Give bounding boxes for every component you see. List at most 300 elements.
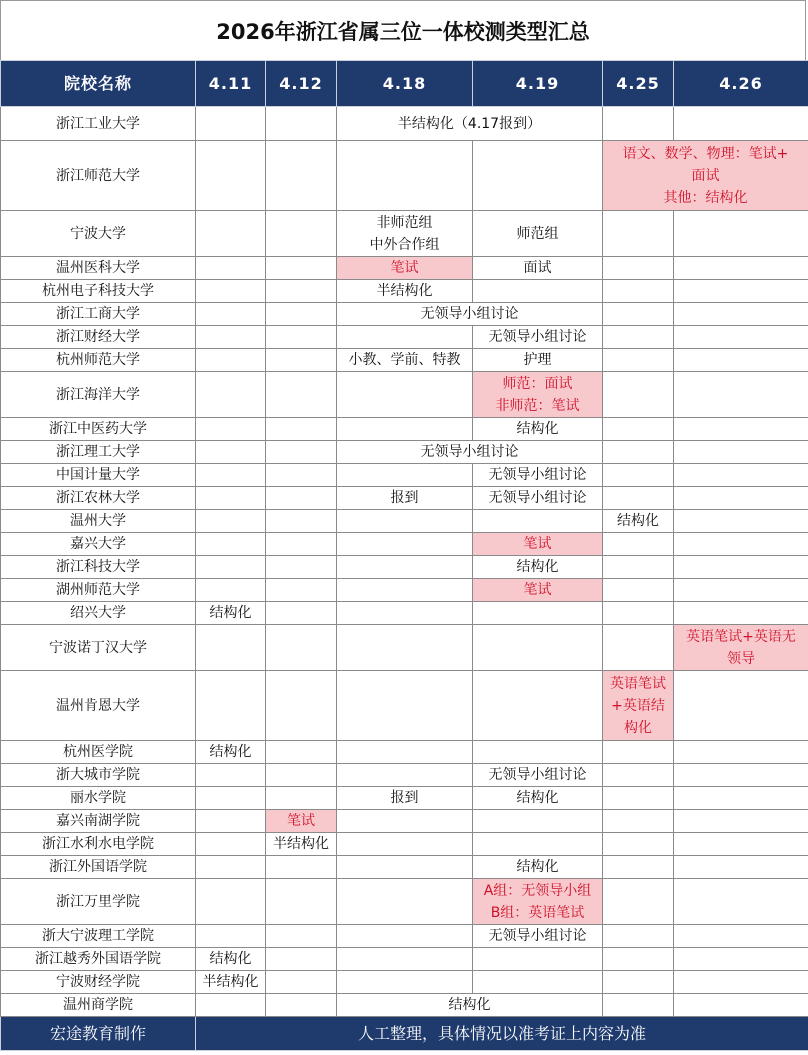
empty-cell [196, 833, 266, 856]
test-type-cell [196, 971, 266, 994]
empty-cell [337, 579, 473, 602]
school-name: 杭州电子科技大学 [1, 280, 196, 303]
empty-cell [337, 833, 473, 856]
empty-cell [337, 925, 473, 948]
empty-cell [674, 464, 808, 487]
school-name: 温州肯恩大学 [1, 671, 196, 741]
test-type-cell [473, 257, 603, 280]
test-type-text: 无领导小组讨论 [420, 306, 519, 322]
school-name: 浙江万里学院 [1, 879, 196, 925]
header-date: 4.26 [674, 61, 808, 107]
table-row [1, 464, 808, 487]
empty-cell [674, 879, 808, 925]
table-row [1, 579, 808, 602]
table-row [1, 948, 808, 971]
empty-cell [196, 280, 266, 303]
school-name: 浙江科技大学 [1, 556, 196, 579]
school-name: 宁波财经学院 [1, 971, 196, 994]
empty-cell [674, 487, 808, 510]
empty-cell [674, 349, 808, 372]
test-type-text: 报到 [390, 790, 419, 806]
test-type-text: 其他：结构化 [663, 189, 748, 206]
empty-cell [266, 764, 337, 787]
empty-cell [266, 533, 337, 556]
empty-cell [603, 326, 674, 349]
school-name: 嘉兴大学 [1, 533, 196, 556]
empty-cell [603, 971, 674, 994]
empty-cell [603, 211, 674, 257]
table-row [1, 764, 808, 787]
table-row [1, 787, 808, 810]
empty-cell [266, 741, 337, 764]
empty-cell [337, 764, 473, 787]
school-name: 湖州师范大学 [1, 579, 196, 602]
empty-cell [674, 787, 808, 810]
empty-cell [473, 280, 603, 303]
table-row [1, 280, 808, 303]
empty-cell [266, 948, 337, 971]
empty-cell [337, 510, 473, 533]
empty-cell [266, 579, 337, 602]
test-type-text: 半结构化 [202, 974, 259, 990]
school-name: 杭州师范大学 [1, 349, 196, 372]
school-name: 浙江农林大学 [1, 487, 196, 510]
test-type-text: 笔试 [390, 260, 419, 276]
school-name: 宁波大学 [1, 211, 196, 257]
empty-cell [603, 372, 674, 418]
table-row [1, 257, 808, 280]
test-type-cell [603, 510, 674, 533]
empty-cell [266, 787, 337, 810]
test-type-text: 结构化 [516, 859, 559, 875]
test-type-text: 无领导小组讨论 [488, 490, 587, 506]
empty-cell [196, 487, 266, 510]
empty-cell [266, 556, 337, 579]
test-type-cell [337, 441, 603, 464]
test-type-cell [337, 787, 473, 810]
empty-cell [266, 418, 337, 441]
footer-credit: 宏途教育制作 [1, 1017, 196, 1051]
empty-cell [266, 856, 337, 879]
school-name: 宁波诺丁汉大学 [1, 625, 196, 671]
empty-cell [266, 971, 337, 994]
empty-cell [473, 602, 603, 625]
test-type-text: A组：无领导小组 [483, 882, 592, 899]
header-date: 4.19 [473, 61, 603, 107]
empty-cell [196, 856, 266, 879]
empty-cell [266, 349, 337, 372]
empty-cell [674, 107, 808, 141]
test-type-text: 无领导小组讨论 [488, 467, 587, 483]
test-type-cell [473, 579, 603, 602]
empty-cell [196, 141, 266, 211]
empty-cell [603, 533, 674, 556]
empty-cell [603, 464, 674, 487]
school-name: 绍兴大学 [1, 602, 196, 625]
empty-cell [473, 671, 603, 741]
table-row [1, 994, 808, 1017]
test-type-text: 师范组 [516, 225, 559, 242]
page-title: 2026年浙江省属三位一体校测类型汇总 [0, 0, 806, 60]
empty-cell [603, 625, 674, 671]
empty-cell [266, 879, 337, 925]
school-name: 浙江理工大学 [1, 441, 196, 464]
test-type-cell [473, 764, 603, 787]
test-type-cell [473, 211, 603, 257]
empty-cell [337, 326, 473, 349]
empty-cell [266, 107, 337, 141]
footer-row [1, 1017, 808, 1051]
school-name: 温州医科大学 [1, 257, 196, 280]
table-row [1, 487, 808, 510]
empty-cell [674, 372, 808, 418]
school-name: 浙江海洋大学 [1, 372, 196, 418]
empty-cell [674, 326, 808, 349]
empty-cell [674, 579, 808, 602]
empty-cell [674, 810, 808, 833]
header-row [1, 61, 808, 107]
school-name: 浙大宁波理工学院 [1, 925, 196, 948]
test-type-cell [473, 556, 603, 579]
empty-cell [603, 107, 674, 141]
test-type-text: 结构化 [617, 513, 659, 529]
empty-cell [603, 441, 674, 464]
empty-cell [473, 810, 603, 833]
empty-cell [603, 741, 674, 764]
empty-cell [266, 925, 337, 948]
empty-cell [674, 510, 808, 533]
empty-cell [196, 441, 266, 464]
empty-cell [337, 810, 473, 833]
test-type-text: 无领导小组讨论 [488, 767, 587, 783]
empty-cell [266, 211, 337, 257]
empty-cell [196, 579, 266, 602]
empty-cell [337, 971, 473, 994]
test-type-text: 英语笔试+英语无 [686, 628, 796, 645]
test-type-cell [337, 280, 473, 303]
header-date: 4.25 [603, 61, 674, 107]
empty-cell [196, 787, 266, 810]
school-name: 浙大城市学院 [1, 764, 196, 787]
empty-cell [603, 856, 674, 879]
empty-cell [674, 764, 808, 787]
empty-cell [266, 372, 337, 418]
empty-cell [196, 925, 266, 948]
test-type-text: 结构化 [516, 790, 559, 806]
test-type-cell [473, 533, 603, 556]
test-type-cell [473, 879, 603, 925]
test-type-text: 小教、学前、特教 [348, 352, 461, 368]
empty-cell [196, 994, 266, 1017]
test-type-text: 无领导小组讨论 [420, 444, 519, 460]
empty-cell [337, 856, 473, 879]
school-name: 中国计量大学 [1, 464, 196, 487]
empty-cell [603, 257, 674, 280]
table-row [1, 303, 808, 326]
table-row [1, 625, 808, 671]
empty-cell [674, 303, 808, 326]
empty-cell [196, 418, 266, 441]
school-name: 浙江中医药大学 [1, 418, 196, 441]
table-row [1, 533, 808, 556]
test-type-cell [473, 326, 603, 349]
test-type-cell [337, 211, 473, 257]
empty-cell [674, 211, 808, 257]
header-date: 4.11 [196, 61, 266, 107]
empty-cell [196, 303, 266, 326]
test-type-text: 中外合作组 [369, 236, 440, 253]
empty-cell [337, 625, 473, 671]
test-type-text: 无领导小组讨论 [488, 329, 587, 345]
test-type-cell [473, 349, 603, 372]
test-type-text: 结构化 [209, 951, 252, 967]
table-row [1, 107, 808, 141]
test-type-cell [196, 741, 266, 764]
empty-cell [674, 994, 808, 1017]
empty-cell [603, 787, 674, 810]
test-type-text: 半结构化（4.17报到） [397, 115, 542, 132]
empty-cell [337, 879, 473, 925]
empty-cell [603, 833, 674, 856]
test-type-text: B组：英语笔试 [490, 904, 585, 921]
test-type-text: 面试 [523, 260, 552, 276]
empty-cell [603, 602, 674, 625]
empty-cell [196, 464, 266, 487]
empty-cell [603, 948, 674, 971]
school-name: 浙江越秀外国语学院 [1, 948, 196, 971]
empty-cell [337, 533, 473, 556]
empty-cell [603, 280, 674, 303]
school-name: 浙江水利水电学院 [1, 833, 196, 856]
empty-cell [603, 349, 674, 372]
table-row [1, 349, 808, 372]
empty-cell [196, 372, 266, 418]
table-row [1, 741, 808, 764]
empty-cell [603, 418, 674, 441]
empty-cell [603, 879, 674, 925]
table-row [1, 856, 808, 879]
empty-cell [337, 948, 473, 971]
empty-cell [603, 556, 674, 579]
test-type-text: 护理 [523, 352, 552, 368]
empty-cell [337, 741, 473, 764]
test-type-text: 笔试 [287, 813, 315, 829]
test-type-text: 半结构化 [273, 836, 329, 852]
test-type-text: 语文、数学、物理：笔试+ [622, 145, 789, 162]
test-type-cell [196, 602, 266, 625]
empty-cell [603, 487, 674, 510]
school-name: 丽水学院 [1, 787, 196, 810]
empty-cell [603, 925, 674, 948]
empty-cell [337, 671, 473, 741]
table-row [1, 810, 808, 833]
empty-cell [266, 141, 337, 211]
test-type-cell [473, 856, 603, 879]
school-name: 杭州医学院 [1, 741, 196, 764]
empty-cell [674, 671, 808, 741]
school-name: 浙江师范大学 [1, 141, 196, 211]
test-type-cell [674, 625, 808, 671]
empty-cell [337, 602, 473, 625]
test-type-text: 结构化 [516, 421, 559, 437]
test-type-text: 非师范组 [376, 214, 433, 231]
test-type-text: 师范：面试 [502, 375, 573, 392]
table-body [1, 107, 808, 1017]
test-type-cell [473, 418, 603, 441]
empty-cell [196, 349, 266, 372]
test-type-text: 半结构化 [376, 283, 433, 299]
test-type-text: 构化 [624, 719, 652, 736]
table-row [1, 671, 808, 741]
test-type-cell [266, 833, 337, 856]
empty-cell [196, 533, 266, 556]
test-type-cell [473, 464, 603, 487]
test-type-cell [266, 810, 337, 833]
test-type-cell [337, 257, 473, 280]
empty-cell [674, 556, 808, 579]
table-row [1, 441, 808, 464]
table-row [1, 602, 808, 625]
header-date: 4.18 [337, 61, 473, 107]
empty-cell [603, 810, 674, 833]
empty-cell [196, 671, 266, 741]
empty-cell [196, 810, 266, 833]
empty-cell [196, 211, 266, 257]
empty-cell [266, 280, 337, 303]
empty-cell [337, 418, 473, 441]
test-type-cell [337, 994, 603, 1017]
table-row [1, 971, 808, 994]
empty-cell [266, 487, 337, 510]
test-type-cell [603, 671, 674, 741]
empty-cell [674, 971, 808, 994]
empty-cell [266, 464, 337, 487]
empty-cell [196, 326, 266, 349]
test-type-cell [337, 349, 473, 372]
schedule-table [0, 60, 808, 1051]
empty-cell [196, 625, 266, 671]
header-date: 4.12 [266, 61, 337, 107]
empty-cell [266, 994, 337, 1017]
test-type-text: 结构化 [448, 997, 491, 1013]
test-type-text: 报到 [390, 490, 419, 506]
test-type-text: 结构化 [209, 744, 252, 760]
empty-cell [674, 856, 808, 879]
table-row [1, 925, 808, 948]
empty-cell [473, 971, 603, 994]
empty-cell [473, 510, 603, 533]
test-type-cell [473, 925, 603, 948]
empty-cell [196, 257, 266, 280]
empty-cell [473, 625, 603, 671]
empty-cell [603, 994, 674, 1017]
test-type-text: 笔试 [523, 582, 552, 598]
test-type-text: 领导 [727, 650, 755, 667]
test-type-text: 无领导小组讨论 [488, 928, 587, 944]
empty-cell [674, 257, 808, 280]
test-type-cell [337, 107, 603, 141]
empty-cell [266, 257, 337, 280]
empty-cell [266, 671, 337, 741]
empty-cell [674, 948, 808, 971]
test-type-cell [473, 487, 603, 510]
empty-cell [473, 833, 603, 856]
empty-cell [473, 741, 603, 764]
empty-cell [266, 441, 337, 464]
empty-cell [473, 141, 603, 211]
test-type-text: 笔试 [523, 536, 552, 552]
empty-cell [196, 107, 266, 141]
test-type-cell [603, 141, 808, 211]
test-type-cell [473, 787, 603, 810]
table-row [1, 833, 808, 856]
empty-cell [266, 625, 337, 671]
table-row [1, 141, 808, 211]
empty-cell [674, 602, 808, 625]
empty-cell [674, 533, 808, 556]
school-name: 温州商学院 [1, 994, 196, 1017]
table-row [1, 510, 808, 533]
test-type-text: +英语结 [611, 697, 665, 714]
empty-cell [674, 441, 808, 464]
school-name: 浙江工商大学 [1, 303, 196, 326]
school-name: 嘉兴南湖学院 [1, 810, 196, 833]
school-name: 浙江工业大学 [1, 107, 196, 141]
empty-cell [337, 556, 473, 579]
empty-cell [337, 372, 473, 418]
test-type-cell [473, 372, 603, 418]
empty-cell [196, 879, 266, 925]
empty-cell [603, 303, 674, 326]
empty-cell [196, 764, 266, 787]
test-type-text: 非师范：笔试 [495, 397, 580, 414]
empty-cell [473, 948, 603, 971]
table-row [1, 556, 808, 579]
empty-cell [674, 418, 808, 441]
table-row [1, 372, 808, 418]
footer-note: 人工整理，具体情况以准考证上内容为准 [196, 1017, 808, 1051]
empty-cell [337, 141, 473, 211]
header-school: 院校名称 [1, 61, 196, 107]
table-row [1, 211, 808, 257]
school-name: 温州大学 [1, 510, 196, 533]
table-row [1, 418, 808, 441]
test-type-text: 结构化 [209, 605, 252, 621]
school-name: 浙江财经大学 [1, 326, 196, 349]
empty-cell [266, 510, 337, 533]
empty-cell [674, 925, 808, 948]
empty-cell [196, 556, 266, 579]
school-name: 浙江外国语学院 [1, 856, 196, 879]
empty-cell [674, 741, 808, 764]
table-row [1, 326, 808, 349]
test-type-cell [337, 487, 473, 510]
test-type-text: 结构化 [516, 559, 559, 575]
empty-cell [674, 280, 808, 303]
table-row [1, 879, 808, 925]
empty-cell [196, 510, 266, 533]
empty-cell [266, 303, 337, 326]
empty-cell [266, 326, 337, 349]
test-type-text: 英语笔试 [610, 675, 666, 692]
empty-cell [603, 764, 674, 787]
empty-cell [603, 579, 674, 602]
empty-cell [337, 464, 473, 487]
test-type-cell [337, 303, 603, 326]
empty-cell [674, 833, 808, 856]
test-type-text: 面试 [691, 167, 720, 184]
empty-cell [266, 602, 337, 625]
